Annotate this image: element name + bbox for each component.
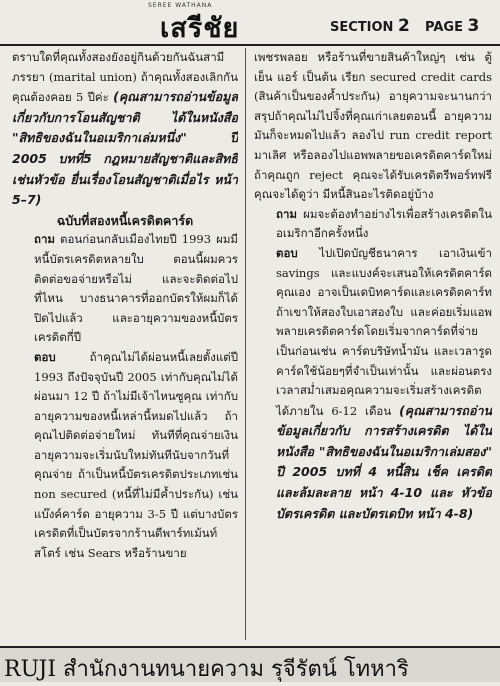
paragraph bbox=[12, 48, 238, 211]
right-column bbox=[254, 48, 492, 640]
footer-banner bbox=[0, 646, 500, 682]
law-office-name: RUJI สำนักงานทนายความ รุจีรัตน์ โทหาริ bbox=[4, 657, 409, 682]
answer-label: ตอบ bbox=[276, 245, 298, 260]
answer-text: ไปเปิดบัญชีธนาคาร เอาเงินเข้า savings และแบงค์จะเสนอให้เครดิตคาร์ดคุณเอง อาจเป็นเดบิทคาร์ดและเครดิตคาร์ท ถ้าเขาให้สองใบเอาสองใบ และค่อยเริ่มแอพพลายเครดิตคาร์ดโดยเริ่มจากคาร์ดที่จ่ายเป็นก่อนเช่น คาร์ดบริษัทน้ำมัน และเวลารูดคาร์ดใช้น้อยๆที่จำเป็นเท่านั้น และผ่อนตรงเวลาสม่ำเสมอคุณความจะเริ่มสร้างเครดิตได้ภายใน 6-12 เดือน bbox=[276, 245, 492, 418]
question-paragraph bbox=[12, 230, 238, 348]
question-label: ถาม bbox=[276, 206, 298, 221]
section-number: 2 bbox=[397, 16, 410, 36]
section-indicator bbox=[330, 16, 410, 36]
answer-label: ตอบ bbox=[34, 349, 56, 364]
body-text: ตราบใดที่คุณทั้งสองยังอยู่กินด้วยกันฉันสามีภรรยา (marital union) ถ้าคุณทั้งสองเลิกกัน คุณต้องคอย 5 ปีค่ะ bbox=[12, 50, 238, 105]
reference-note: (คุณสามารถอ่านข้อมูลเกี่ยวกับการโอนสัญชาติ ได้ในหนังสือ "สิทธิของฉันในอเมริกาเล่มหนึ่ง" ปี 2005 บทที่5 กฎหมายสัญชาติและสิทธิเช่นหัวข้อ ยื่นเรื่องโอนสัญชาติเมื่อไร หน้า 5–7) bbox=[12, 89, 238, 208]
page-number: 3 bbox=[467, 16, 480, 36]
answer-paragraph bbox=[254, 244, 492, 524]
publisher-label: SEREE WATHANA bbox=[148, 2, 213, 9]
article-heading: ฉบับที่สองหนี้เครดิตคาร์ด bbox=[56, 212, 194, 228]
masthead bbox=[0, 0, 500, 46]
page-label: PAGE bbox=[425, 20, 463, 35]
left-column bbox=[12, 48, 238, 640]
question-label: ถาม bbox=[34, 232, 56, 247]
answer-paragraph bbox=[12, 348, 238, 564]
answer-text: ถ้าคุณไม่ได้ผ่อนหนี้เลยตั้งแต่ปี 1993 ถึงปัจจุบันปี 2005 เท่ากับคุณไม่ได้ผ่อนมา 12 ปี ถ้าไม่มีเจ้าไหนซูคุณ เท่ากับอายุความของหนี้เหล่านี้หมดไปแล้ว ถ้าคุณไปติดต่อจ่ายใหม่ ทันทีที่คุณจ่ายเงิน อายุความจะเริ่มนับใหม่ทันทีนับจากวันที่คุณจ่าย ถ้าเป็นหนี้บัตรเครดิตประเภทเช่น non secured (หนี้ที่ไม่มีค้ำประกัน) เช่นแบ๊งค์คาร์ด อายุความ 3-5 ปี แต่บางบัตรเครดิตที่เป็นบัตรจากร้านดีพาร์ทเม้นท์สโตร์ เช่น Sears หรือร้านขาย bbox=[34, 349, 238, 560]
question-paragraph bbox=[254, 205, 492, 244]
question-text: ผมจะต้องทำอย่างไรเพื่อสร้างเครดิตในอเมริกาอีกครั้งหนึ่ง bbox=[276, 206, 492, 241]
reference-note: (คุณสามารถอ่านข้อมูลเกี่ยวกับ การสร้างเครดิต ได้ในหนังสือ "สิทธิของฉันในอเมริกาเล่มสอง" ปี 2005 บทที่ 4 หนี้สิน เช็ค เครดิต และล้มละลาย หน้า 4-10 และ หัวข้อ บัตรเครดิต และบัตรเดบิท หน้า 4-8) bbox=[276, 402, 492, 521]
paragraph: เพชรพลอย หรือร้านที่ขายสินค้าใหญ่ๆ เช่น ตู้เย็น แอร์ เป็นต้น เรียก secured credit cards (สินค้าเป็นของค้ำประกัน) อายุความจะนานกว่า สรุปถ้าคุณไม่ไปจิ้งที่คุณเก่าเลยตอนนี้ อายุความมันก็จะหมดไปแล้ว ลองไป run credit report มาเลิศ หรือลองไปแอพพลายขอเครดิตคาร์ดใหม่ ถ้าคุณถูก reject คุณจะได้รับเครดิตรีพอร์ทฟรี คุณจะได้ดูว่า มีหนี้สินอะไรติดอยู่บ้าง bbox=[254, 50, 492, 202]
column-divider bbox=[245, 48, 246, 640]
section-label: SECTION bbox=[330, 20, 394, 35]
question-text: ตอนก่อนกลับเมืองไทยปี 1993 ผมมีหนี้บัตรเครดิตหลายใบ ตอนนี้ผมควรติดต่อขอจ่ายหรือไม่ และจะติดต่อไปที่ไหน บางธนาคารที่ออกบัตรให้ผมก็ได้ปิดไปแล้ว และอายุความของหนี้บัตรเครดิตกี่ปี bbox=[34, 232, 238, 345]
newspaper-logo: เสรีชัย bbox=[160, 13, 240, 44]
page-indicator bbox=[425, 16, 479, 36]
